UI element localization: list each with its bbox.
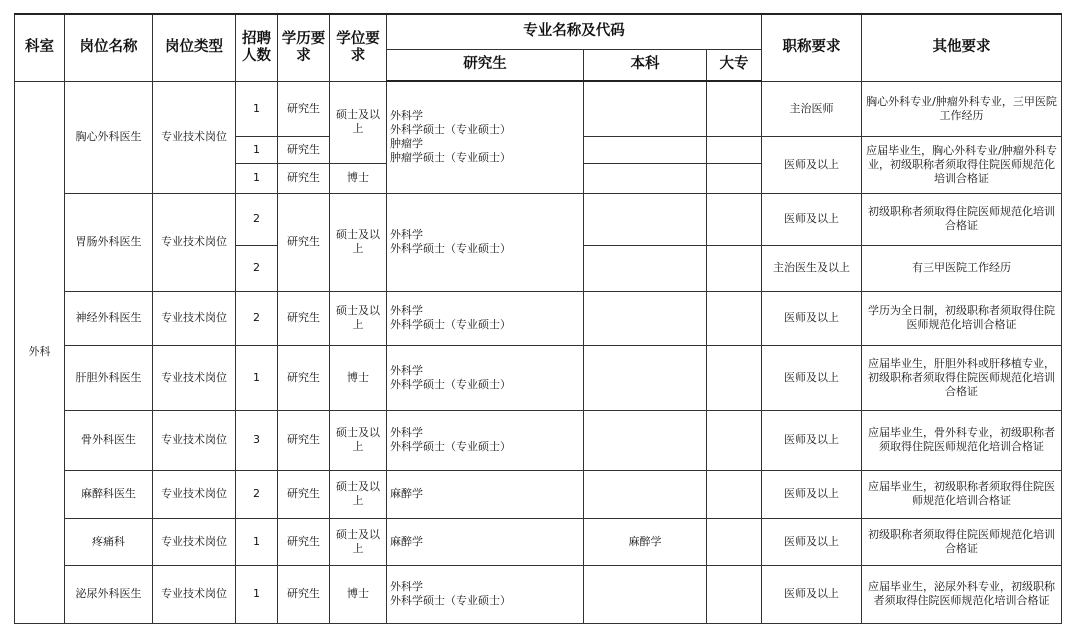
- title-cell: 医师及以上: [762, 565, 862, 623]
- header-count: 招聘人数: [236, 14, 278, 81]
- title-cell: 医师及以上: [762, 193, 862, 245]
- degree-cell: 硕士及以上: [330, 470, 387, 518]
- header-other-req: 其他要求: [862, 14, 1062, 81]
- degree-cell: 硕士及以上: [330, 291, 387, 345]
- major-college-cell: [707, 291, 762, 345]
- title-cell: 主治医生及以上: [762, 245, 862, 291]
- other-cell: 胸心外科专业/肿瘤外科专业，三甲医院工作经历: [862, 81, 1062, 136]
- table-row: [15, 410, 1062, 470]
- education-cell: 研究生: [278, 518, 330, 565]
- position-type: 专业技术岗位: [153, 345, 236, 410]
- header-dept: 科室: [15, 14, 65, 81]
- count-cell: 1: [236, 81, 278, 136]
- position-type: 专业技术岗位: [153, 81, 236, 193]
- table-row: [15, 518, 1062, 565]
- major-undergrad-cell: [584, 410, 707, 470]
- title-cell: 医师及以上: [762, 410, 862, 470]
- major-undergrad-cell: [584, 470, 707, 518]
- major-college-cell: [707, 193, 762, 245]
- other-cell: 初级职称者须取得住院医师规范化培训合格证: [862, 518, 1062, 565]
- position-name: 胃肠外科医生: [65, 193, 153, 291]
- education-cell: 研究生: [278, 345, 330, 410]
- degree-cell: 硕士及以上: [330, 193, 387, 291]
- major-college-cell: [707, 245, 762, 291]
- major-undergrad-cell: 麻醉学: [584, 518, 707, 565]
- degree-cell: 硕士及以上: [330, 518, 387, 565]
- title-cell: 医师及以上: [762, 136, 862, 193]
- count-cell: 3: [236, 410, 278, 470]
- table-row: [15, 345, 1062, 410]
- major-college-cell: [707, 470, 762, 518]
- title-cell: 主治医师: [762, 81, 862, 136]
- position-type: 专业技术岗位: [153, 410, 236, 470]
- header-undergrad: 本科: [584, 49, 707, 81]
- major-postgrad-cell: 外科学 外科学硕士（专业硕士）: [387, 193, 584, 291]
- title-cell: 医师及以上: [762, 470, 862, 518]
- major-college-cell: [707, 81, 762, 136]
- header-postgrad: 研究生: [387, 49, 584, 81]
- table-row: [15, 291, 1062, 345]
- major-postgrad-cell: 麻醉学: [387, 470, 584, 518]
- education-cell: 研究生: [278, 470, 330, 518]
- major-college-cell: [707, 565, 762, 623]
- education-cell: 研究生: [278, 81, 330, 136]
- position-type: 专业技术岗位: [153, 518, 236, 565]
- header-education: 学历要求: [278, 14, 330, 81]
- header-position-type: 岗位类型: [153, 14, 236, 81]
- education-cell: 研究生: [278, 163, 330, 193]
- header-position-name: 岗位名称: [65, 14, 153, 81]
- major-college-cell: [707, 518, 762, 565]
- major-undergrad-cell: [584, 81, 707, 136]
- title-cell: 医师及以上: [762, 345, 862, 410]
- position-type: 专业技术岗位: [153, 291, 236, 345]
- position-name: 神经外科医生: [65, 291, 153, 345]
- count-cell: 2: [236, 470, 278, 518]
- education-cell: 研究生: [278, 291, 330, 345]
- position-type: 专业技术岗位: [153, 193, 236, 291]
- other-cell: 应届毕业生，肝胆外科或肝移植专业，初级职称者须取得住院医师规范化培训合格证: [862, 345, 1062, 410]
- major-postgrad-cell: 外科学 外科学硕士（专业硕士） 肿瘤学 肿瘤学硕士（专业硕士）: [387, 81, 584, 193]
- other-cell: 应届毕业生，骨外科专业，初级职称者须取得住院医师规范化培训合格证: [862, 410, 1062, 470]
- position-type: 专业技术岗位: [153, 470, 236, 518]
- education-cell: 研究生: [278, 410, 330, 470]
- table-row: [15, 193, 1062, 245]
- major-college-cell: [707, 163, 762, 193]
- count-cell: 2: [236, 245, 278, 291]
- position-name: 肝胆外科医生: [65, 345, 153, 410]
- other-cell: 初级职称者须取得住院医师规范化培训合格证: [862, 193, 1062, 245]
- count-cell: 2: [236, 193, 278, 245]
- major-postgrad-cell: 外科学 外科学硕士（专业硕士）: [387, 291, 584, 345]
- major-college-cell: [707, 410, 762, 470]
- count-cell: 1: [236, 518, 278, 565]
- major-undergrad-cell: [584, 565, 707, 623]
- degree-cell: 硕士及以上: [330, 410, 387, 470]
- table-row: [15, 81, 1062, 136]
- major-undergrad-cell: [584, 291, 707, 345]
- header-college: 大专: [707, 49, 762, 81]
- degree-cell: 硕士及以上: [330, 81, 387, 163]
- count-cell: 1: [236, 163, 278, 193]
- major-postgrad-cell: 外科学 外科学硕士（专业硕士）: [387, 345, 584, 410]
- other-cell: 有三甲医院工作经历: [862, 245, 1062, 291]
- other-cell: 应届毕业生，胸心外科专业/肿瘤外科专业，初级职称者须取得住院医师规范化培训合格证: [862, 136, 1062, 193]
- position-name: 骨外科医生: [65, 410, 153, 470]
- position-type: 专业技术岗位: [153, 565, 236, 623]
- degree-cell: 博士: [330, 163, 387, 193]
- major-undergrad-cell: [584, 245, 707, 291]
- position-name: 泌尿外科医生: [65, 565, 153, 623]
- count-cell: 2: [236, 291, 278, 345]
- major-undergrad-cell: [584, 163, 707, 193]
- major-postgrad-cell: 外科学 外科学硕士（专业硕士）: [387, 410, 584, 470]
- position-name: 疼痛科: [65, 518, 153, 565]
- major-postgrad-cell: 外科学 外科学硕士（专业硕士）: [387, 565, 584, 623]
- major-undergrad-cell: [584, 136, 707, 163]
- degree-cell: 博士: [330, 345, 387, 410]
- recruitment-table: [14, 13, 1062, 624]
- education-cell: 研究生: [278, 136, 330, 163]
- other-cell: 应届毕业生，初级职称者须取得住院医师规范化培训合格证: [862, 470, 1062, 518]
- major-postgrad-cell: 麻醉学: [387, 518, 584, 565]
- position-name: 麻醉科医生: [65, 470, 153, 518]
- header-title-req: 职称要求: [762, 14, 862, 81]
- title-cell: 医师及以上: [762, 518, 862, 565]
- count-cell: 1: [236, 136, 278, 163]
- major-undergrad-cell: [584, 345, 707, 410]
- table-row: [15, 565, 1062, 623]
- dept-cell: 外科: [15, 81, 65, 623]
- count-cell: 1: [236, 565, 278, 623]
- major-undergrad-cell: [584, 193, 707, 245]
- other-cell: 学历为全日制，初级职称者须取得住院医师规范化培训合格证: [862, 291, 1062, 345]
- major-college-cell: [707, 345, 762, 410]
- degree-cell: 博士: [330, 565, 387, 623]
- table-row: [15, 470, 1062, 518]
- position-name: 胸心外科医生: [65, 81, 153, 193]
- header-major-group: 专业名称及代码: [387, 14, 762, 49]
- other-cell: 应届毕业生，泌尿外科专业，初级职称者须取得住院医师规范化培训合格证: [862, 565, 1062, 623]
- education-cell: 研究生: [278, 565, 330, 623]
- count-cell: 1: [236, 345, 278, 410]
- title-cell: 医师及以上: [762, 291, 862, 345]
- header-degree: 学位要求: [330, 14, 387, 81]
- education-cell: 研究生: [278, 193, 330, 291]
- major-college-cell: [707, 136, 762, 163]
